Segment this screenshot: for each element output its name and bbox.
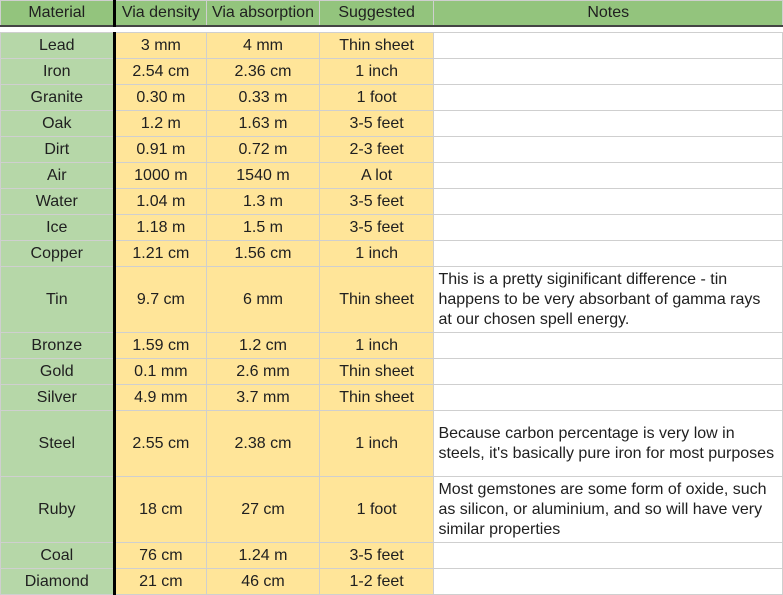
suggested-cell[interactable]: 3-5 feet [319,215,434,241]
table-row [1,359,783,385]
absorption-cell[interactable]: 2.38 cm [207,411,320,477]
notes-cell[interactable] [434,137,783,163]
material-cell[interactable]: Granite [1,85,115,111]
suggested-cell[interactable]: 1 inch [319,241,434,267]
table-row [1,569,783,595]
table-row [1,267,783,333]
material-cell[interactable]: Bronze [1,333,115,359]
material-cell[interactable]: Ice [1,215,115,241]
density-cell[interactable]: 1.59 cm [114,333,207,359]
table-row [1,111,783,137]
density-cell[interactable]: 1.2 m [114,111,207,137]
notes-cell[interactable]: This is a pretty siginificant difference - tin happens to be very absorbant of gamma rays at our chosen spell energy. [434,267,783,333]
notes-cell[interactable] [434,215,783,241]
header-notes[interactable]: Notes [434,1,783,27]
suggested-cell[interactable]: 2-3 feet [319,137,434,163]
header-material[interactable]: Material [1,1,115,27]
absorption-cell[interactable]: 1.2 cm [207,333,320,359]
suggested-cell[interactable]: 3-5 feet [319,111,434,137]
table-row [1,477,783,543]
notes-cell[interactable] [434,111,783,137]
suggested-cell[interactable]: 3-5 feet [319,189,434,215]
absorption-cell[interactable]: 46 cm [207,569,320,595]
density-cell[interactable]: 1000 m [114,163,207,189]
suggested-cell[interactable]: 1 inch [319,59,434,85]
material-cell[interactable]: Copper [1,241,115,267]
material-cell[interactable]: Coal [1,543,115,569]
notes-cell[interactable] [434,543,783,569]
notes-cell[interactable] [434,241,783,267]
absorption-cell[interactable]: 0.72 m [207,137,320,163]
density-cell[interactable]: 2.55 cm [114,411,207,477]
density-cell[interactable]: 21 cm [114,569,207,595]
absorption-cell[interactable]: 1.63 m [207,111,320,137]
material-cell[interactable]: Ruby [1,477,115,543]
absorption-cell[interactable]: 1.56 cm [207,241,320,267]
density-cell[interactable]: 1.18 m [114,215,207,241]
notes-cell[interactable] [434,569,783,595]
material-cell[interactable]: Dirt [1,137,115,163]
suggested-cell[interactable]: 3-5 feet [319,543,434,569]
material-cell[interactable]: Air [1,163,115,189]
header-via-absorption[interactable]: Via absorption [207,1,320,27]
notes-cell[interactable] [434,359,783,385]
absorption-cell[interactable]: 1.24 m [207,543,320,569]
absorption-cell[interactable]: 0.33 m [207,85,320,111]
material-cell[interactable]: Steel [1,411,115,477]
header-via-density[interactable]: Via density [114,1,207,27]
absorption-cell[interactable]: 27 cm [207,477,320,543]
absorption-cell[interactable]: 1.5 m [207,215,320,241]
notes-cell[interactable] [434,333,783,359]
table-row [1,137,783,163]
notes-cell[interactable] [434,59,783,85]
notes-cell[interactable] [434,385,783,411]
material-cell[interactable]: Gold [1,359,115,385]
table-row [1,33,783,59]
notes-cell[interactable]: Most gemstones are some form of oxide, such as silicon, or aluminium, and so will have very similar properties [434,477,783,543]
density-cell[interactable]: 0.30 m [114,85,207,111]
absorption-cell[interactable]: 2.36 cm [207,59,320,85]
density-cell[interactable]: 18 cm [114,477,207,543]
header-row [1,1,783,27]
table-row [1,59,783,85]
suggested-cell[interactable]: Thin sheet [319,267,434,333]
density-cell[interactable]: 9.7 cm [114,267,207,333]
material-cell[interactable]: Tin [1,267,115,333]
suggested-cell[interactable]: Thin sheet [319,359,434,385]
material-cell[interactable]: Lead [1,33,115,59]
density-cell[interactable]: 0.91 m [114,137,207,163]
table-row [1,543,783,569]
notes-cell[interactable] [434,163,783,189]
absorption-cell[interactable]: 3.7 mm [207,385,320,411]
density-cell[interactable]: 0.1 mm [114,359,207,385]
notes-cell[interactable] [434,189,783,215]
material-cell[interactable]: Iron [1,59,115,85]
notes-cell[interactable] [434,33,783,59]
density-cell[interactable]: 4.9 mm [114,385,207,411]
absorption-cell[interactable]: 6 mm [207,267,320,333]
table-row [1,215,783,241]
suggested-cell[interactable]: 1 inch [319,411,434,477]
suggested-cell[interactable]: 1 foot [319,477,434,543]
suggested-cell[interactable]: Thin sheet [319,33,434,59]
density-cell[interactable]: 76 cm [114,543,207,569]
table-row [1,411,783,477]
suggested-cell[interactable]: 1 inch [319,333,434,359]
notes-cell[interactable]: Because carbon percentage is very low in steels, it's basically pure iron for most purposes [434,411,783,477]
suggested-cell[interactable]: A lot [319,163,434,189]
table-row [1,241,783,267]
absorption-cell[interactable]: 1540 m [207,163,320,189]
absorption-cell[interactable]: 4 mm [207,33,320,59]
density-cell[interactable]: 3 mm [114,33,207,59]
density-cell[interactable]: 1.21 cm [114,241,207,267]
absorption-cell[interactable]: 2.6 mm [207,359,320,385]
material-cell[interactable]: Water [1,189,115,215]
table-row [1,85,783,111]
absorption-cell[interactable]: 1.3 m [207,189,320,215]
header-suggested[interactable]: Suggested [319,1,434,27]
density-cell[interactable]: 2.54 cm [114,59,207,85]
suggested-cell[interactable]: 1 foot [319,85,434,111]
material-cell[interactable]: Diamond [1,569,115,595]
table-row [1,163,783,189]
table-row [1,385,783,411]
suggested-cell[interactable]: 1-2 feet [319,569,434,595]
density-cell[interactable]: 1.04 m [114,189,207,215]
table-row [1,333,783,359]
material-cell[interactable]: Silver [1,385,115,411]
table-row [1,189,783,215]
notes-cell[interactable] [434,85,783,111]
suggested-cell[interactable]: Thin sheet [319,385,434,411]
material-cell[interactable]: Oak [1,111,115,137]
